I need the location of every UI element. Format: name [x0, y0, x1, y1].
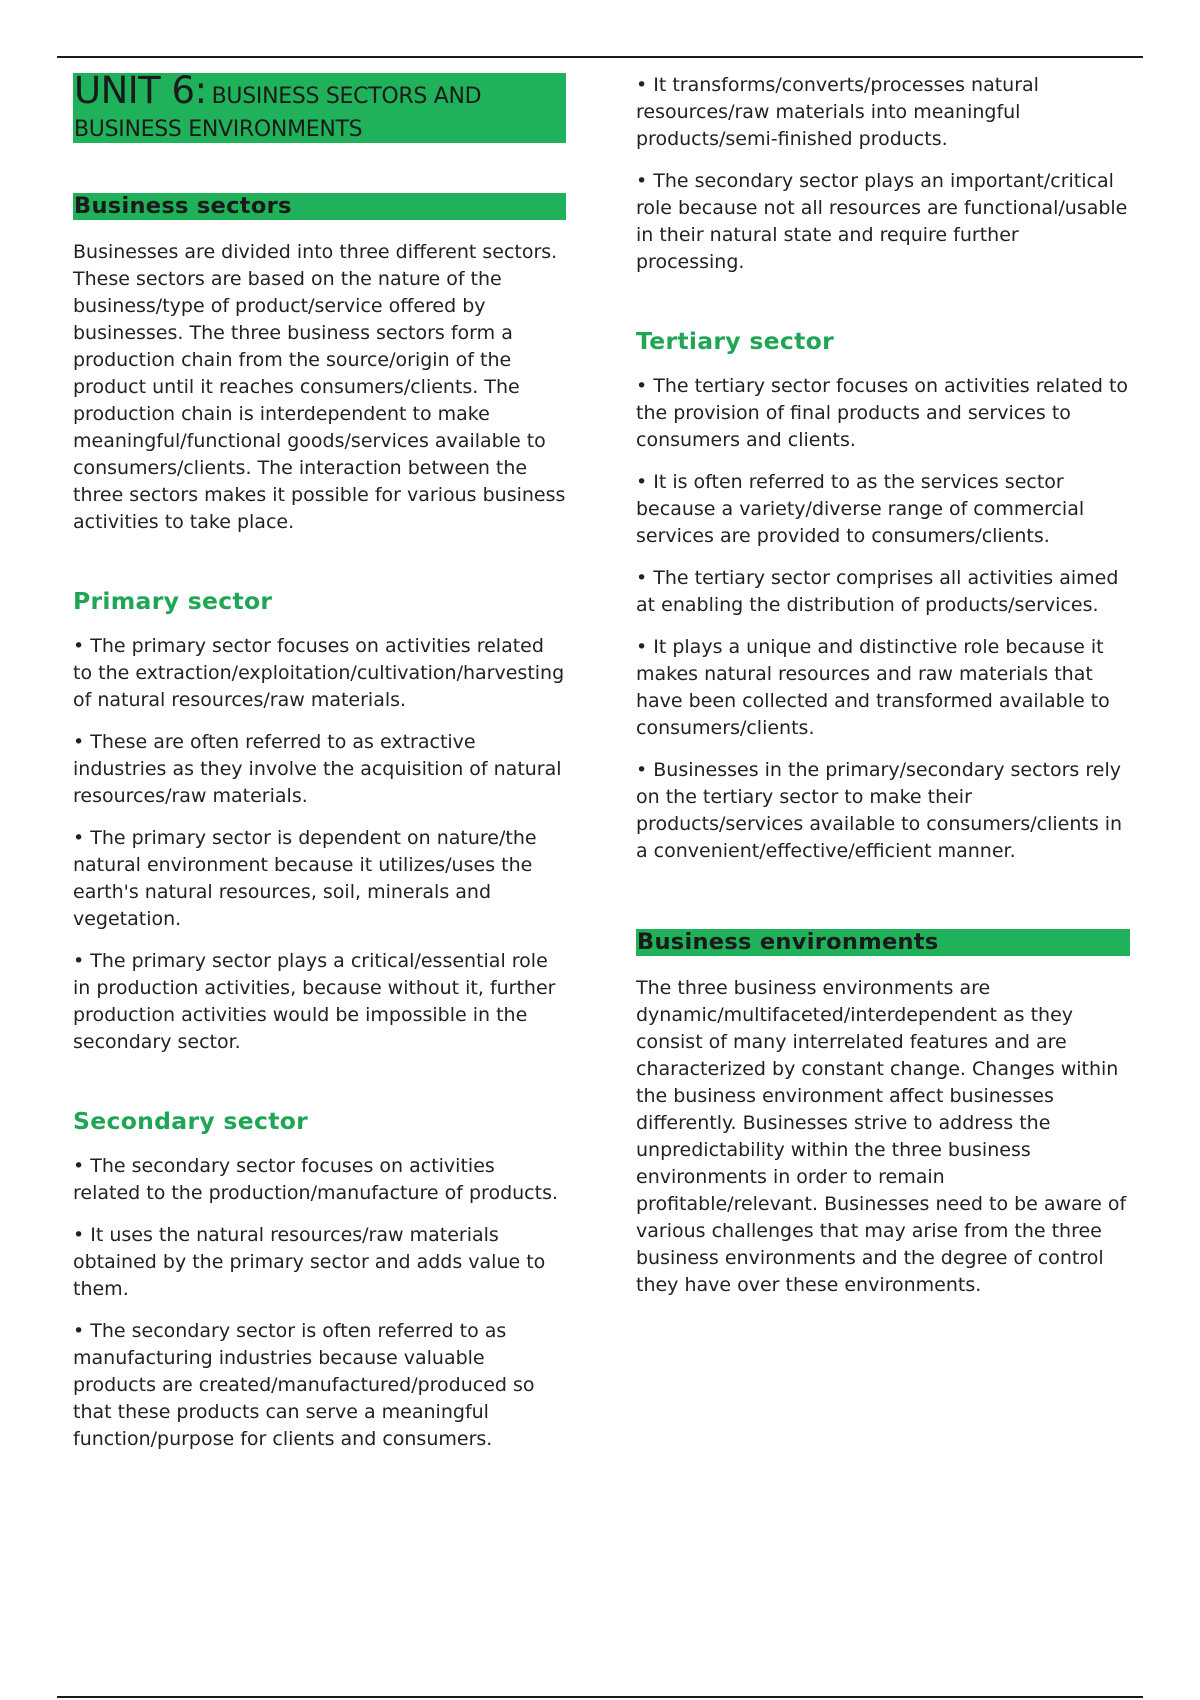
tertiary-bullet-4: • It plays a unique and distinctive role because it makes natural resources and raw materials that have been collected and transformed available to consumers/clients. [636, 636, 1110, 739]
tertiary-sector-heading: Tertiary sector [636, 327, 834, 355]
secondary-bullet-5: • The secondary sector plays an important/critical role because not all resources are functional/usable in their natural state and require further processing. [636, 170, 1128, 273]
primary-bullet-1: • The primary sector focuses on activities related to the extraction/exploitation/cultivation/harvesting of natural resources/raw materials. [73, 635, 565, 711]
tertiary-bullet-5: • Businesses in the primary/secondary sectors rely on the tertiary sector to make their products/services available to consumers/clients in a convenient/effective/efficient manner. [636, 759, 1123, 862]
bottom-rule [57, 1696, 1143, 1698]
tertiary-bullet-1: • The tertiary sector focuses on activities related to the provision of final products and services to consumers and clients. [636, 375, 1129, 451]
secondary-bullet-3: • The secondary sector is often referred to as manufacturing industries because valuable products are created/manufactured/produced so that these products can serve a meaningful function/purpose for clients and consumers. [73, 1320, 535, 1450]
secondary-bullet-2: • It uses the natural resources/raw materials obtained by the primary sector and adds value to them. [73, 1224, 546, 1300]
unit-title: BUSINESS SECTORS AND BUSINESS ENVIRONMENTS [74, 84, 482, 142]
secondary-bullet-1: • The secondary sector focuses on activities related to the production/manufacture of products. [73, 1155, 559, 1204]
left-column [73, 69, 566, 1468]
primary-bullet-4: • The primary sector plays a critical/essential role in production activities, because without it, further production activities would be impossible in the secondary sector. [73, 950, 556, 1053]
tertiary-bullet-2: • It is often referred to as the services sector because a variety/diverse range of commercial services are provided to consumers/clients. [636, 471, 1085, 547]
secondary-bullet-4: • It transforms/converts/processes natural resources/raw materials into meaningful products/semi-finished products. [636, 74, 1039, 150]
tertiary-bullet-3: • The tertiary sector comprises all activities aimed at enabling the distribution of products/services. [636, 567, 1119, 616]
top-rule [57, 56, 1143, 58]
business-sectors-paragraph: Businesses are divided into three different sectors. These sectors are based on the nature of the business/type of product/service offered by businesses. The three business sectors form a production chain from the source/origin of the product until it reaches consumers/clients. The production chain is interdependent to make meaningful/functional goods/services available to consumers/clients. The interaction between the three sectors makes it possible for various business activities to take place. [73, 241, 566, 533]
right-column [636, 72, 1130, 1348]
business-environments-heading: Business environments [636, 929, 1130, 956]
business-sectors-heading: Business sectors [73, 193, 566, 220]
secondary-sector-heading: Secondary sector [73, 1107, 309, 1135]
unit-title-banner [73, 69, 566, 143]
unit-number: UNIT 6: [74, 69, 207, 112]
primary-bullet-3: • The primary sector is dependent on nature/the natural environment because it utilizes/uses the earth's natural resources, soil, minerals and vegetation. [73, 827, 537, 930]
business-environments-paragraph: The three business environments are dynamic/multifaceted/interdependent as they consist of many interrelated features and are characterized by constant change. Changes within the business environment affect businesses differently. Businesses strive to address the unpredictability within the three business environments in order to remain profitable/relevant. Businesses need to be aware of various challenges that may arise from the three business environments and the degree of control they have over these environments. [636, 977, 1127, 1296]
primary-sector-heading: Primary sector [73, 587, 273, 615]
primary-bullet-2: • These are often referred to as extractive industries as they involve the acquisition of natural resources/raw materials. [73, 731, 562, 807]
